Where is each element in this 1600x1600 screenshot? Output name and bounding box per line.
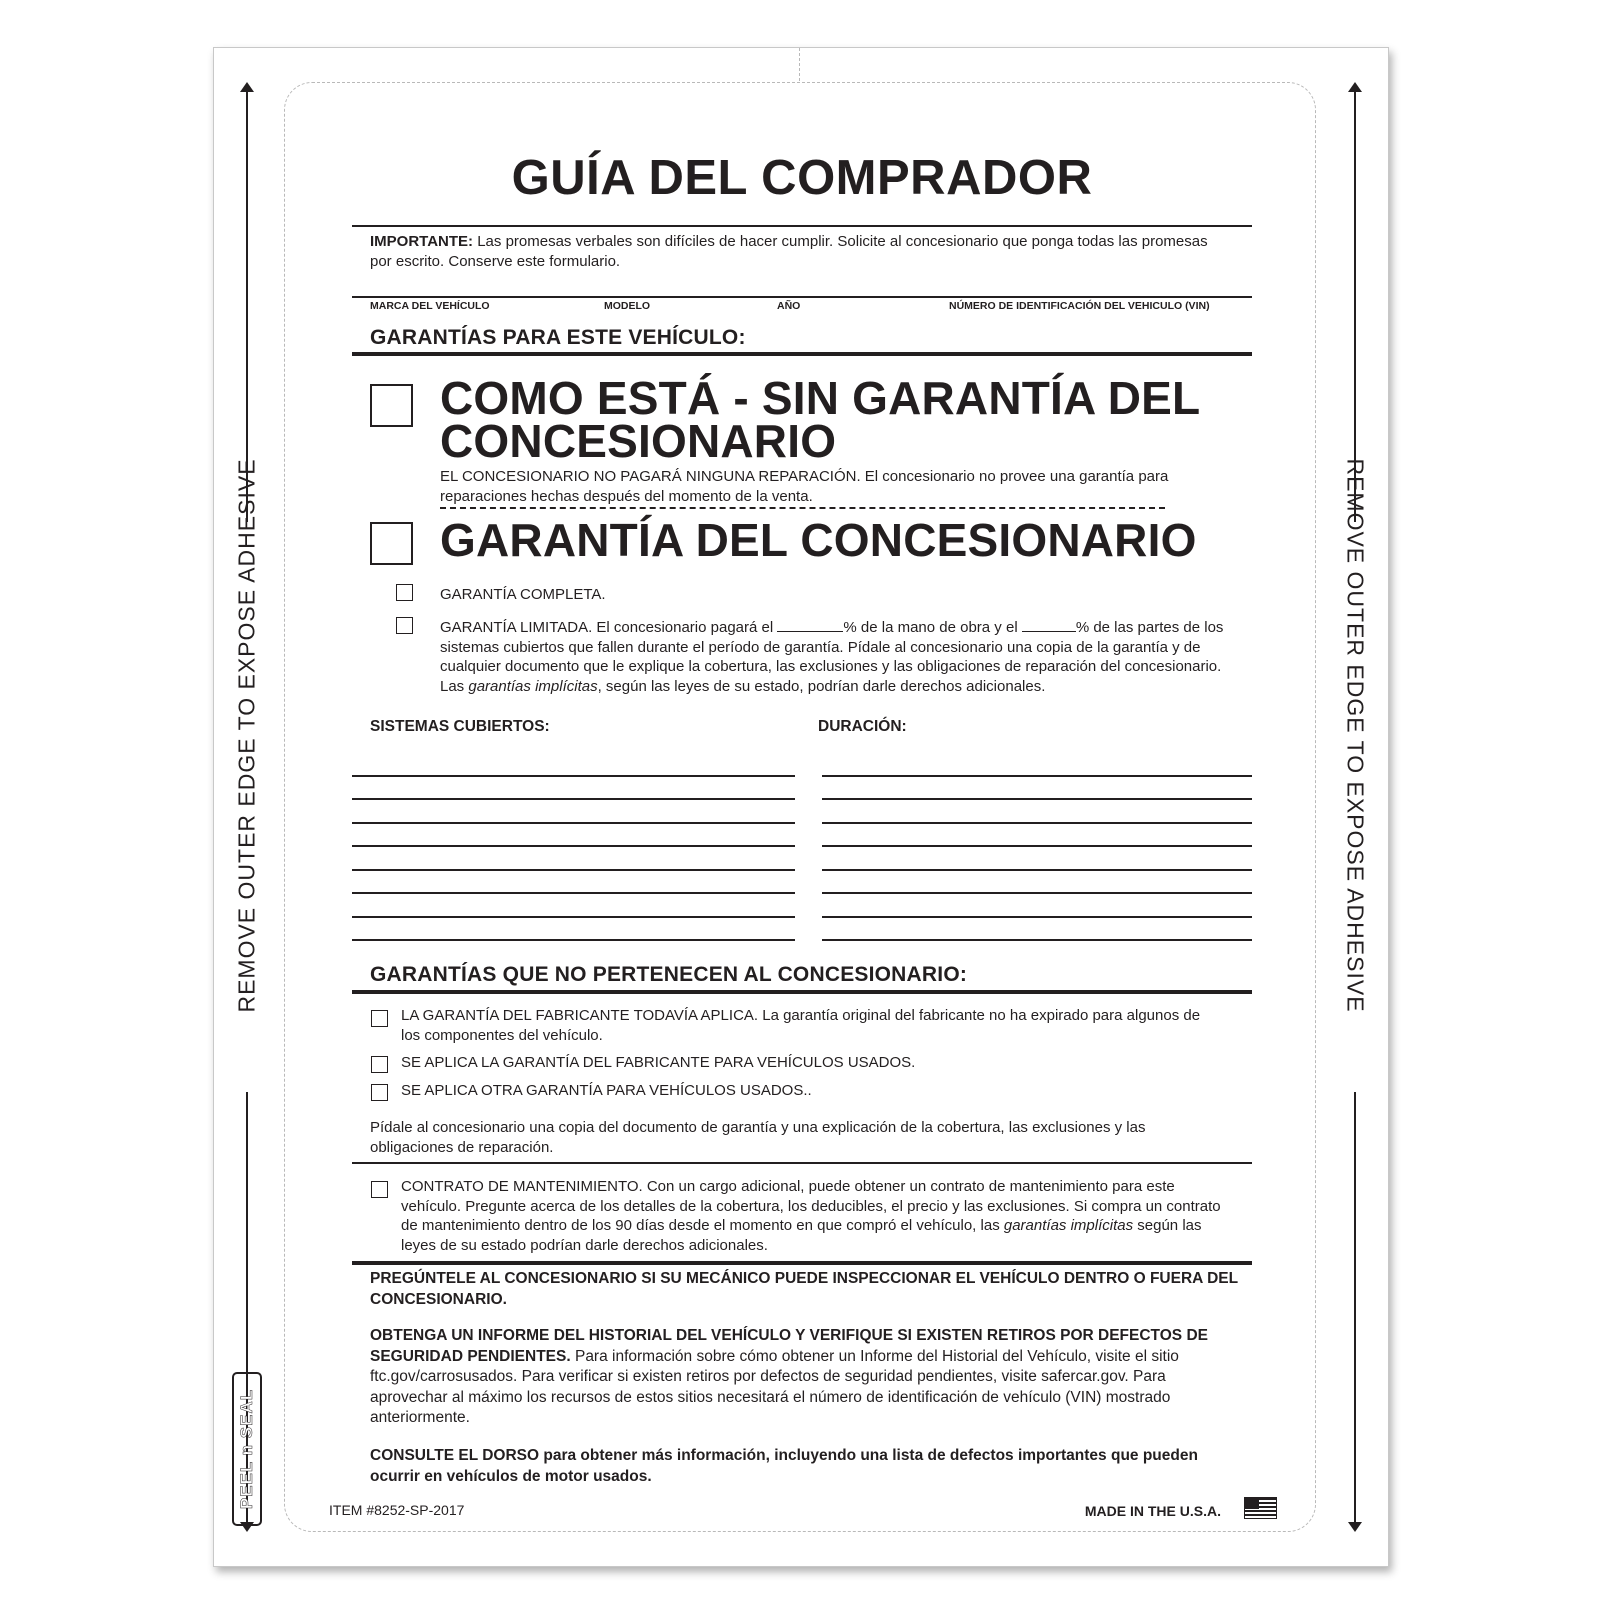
dealer-warranty-heading: GARANTÍA DEL CONCESIONARIO bbox=[440, 514, 1197, 566]
consult-back-text: CONSULTE EL DORSO para obtener más información, incluyendo una lista de defectos importantes que pueden ocurrir en vehículos de motor usados. bbox=[370, 1447, 1198, 1485]
entry-line[interactable] bbox=[822, 916, 1252, 918]
entry-line[interactable] bbox=[352, 916, 795, 918]
manufacturer-used-warranty-checkbox[interactable] bbox=[371, 1056, 388, 1073]
manufacturer-used-warranty-text: SE APLICA LA GARANTÍA DEL FABRICANTE PARA VEHÍCULOS USADOS. bbox=[401, 1054, 916, 1071]
make-label: MARCA DEL VEHÍCULO bbox=[370, 300, 490, 312]
divider bbox=[352, 1162, 1252, 1164]
peel-n-seal-logo: PEEL n SEAL bbox=[232, 1372, 262, 1526]
entry-line[interactable] bbox=[822, 798, 1252, 800]
labor-percent-field[interactable] bbox=[777, 620, 843, 632]
left-edge-instructions bbox=[232, 82, 262, 1532]
year-label: AÑO bbox=[777, 300, 801, 312]
page-title: GUÍA DEL COMPRADOR bbox=[511, 151, 1093, 205]
warranties-heading: GARANTÍAS PARA ESTE VEHÍCULO: bbox=[370, 326, 746, 349]
side-instruction-left: REMOVE OUTER EDGE TO EXPOSE ADHESIVE bbox=[233, 458, 260, 1013]
full-warranty-label: GARANTÍA COMPLETA. bbox=[440, 586, 606, 603]
entry-line[interactable] bbox=[352, 869, 795, 871]
entry-line[interactable] bbox=[352, 939, 795, 941]
as-is-heading-line1: COMO ESTÁ - SIN GARANTÍA DEL bbox=[440, 372, 1201, 424]
made-in-usa: MADE IN THE U.S.A. bbox=[1084, 1503, 1221, 1519]
dealer-warranty-checkbox[interactable] bbox=[370, 522, 413, 565]
vehicle-info-line bbox=[352, 296, 1252, 298]
parts-percent-field[interactable] bbox=[1022, 620, 1076, 632]
entry-line[interactable] bbox=[822, 775, 1252, 777]
entry-line[interactable] bbox=[822, 939, 1252, 941]
dashed-separator bbox=[440, 507, 1165, 509]
guide-line bbox=[1354, 90, 1356, 522]
divider bbox=[352, 225, 1252, 227]
vehicle-info-labels bbox=[352, 300, 1252, 314]
service-contract-checkbox[interactable] bbox=[371, 1181, 388, 1198]
model-label: MODELO bbox=[604, 300, 651, 312]
vehicle-history-text: OBTENGA UN INFORME DEL HISTORIAL DEL VEHÍCULO Y VERIFIQUE SI EXISTEN RETIROS POR DEFECTOS DE SEGURIDAD PENDIENTES. Para información sobre cómo obtener un Informe del Historial del Vehículo, visite el sitio ftc.gov/carrosusados. Para verificar si existen retiros por defectos de seguridad pendientes, visite safercar.gov. Para aprovechar al máximo los recursos de estos sitios necesitará el número de identificación de vehículo (VIN) mostrado anteriormente. bbox=[370, 1327, 1208, 1426]
as-is-checkbox[interactable] bbox=[370, 384, 413, 427]
ask-copy-text: Pídale al concesionario una copia del documento de garantía y una explicación de la cobertura, las exclusiones y las obligaciones de reparación. bbox=[370, 1119, 1146, 1156]
entry-line[interactable] bbox=[352, 822, 795, 824]
guide-line bbox=[1354, 1092, 1356, 1524]
entry-line[interactable] bbox=[352, 845, 795, 847]
entry-line[interactable] bbox=[352, 775, 795, 777]
guide-line bbox=[246, 90, 248, 522]
top-perforation-notch bbox=[799, 48, 800, 81]
as-is-heading-line2: CONCESIONARIO bbox=[440, 415, 837, 467]
other-used-warranty-checkbox[interactable] bbox=[371, 1084, 388, 1101]
entry-line[interactable] bbox=[822, 869, 1252, 871]
duration-label: DURACIÓN: bbox=[818, 718, 907, 735]
divider bbox=[352, 1261, 1252, 1265]
item-number: ITEM #8252-SP-2017 bbox=[329, 1502, 465, 1518]
vin-label: NÚMERO DE IDENTIFICACIÓN DEL VEHICULO (VIN) bbox=[949, 300, 1210, 312]
divider bbox=[352, 352, 1252, 356]
arrow-down-icon bbox=[1348, 1522, 1362, 1532]
manufacturer-warranty-checkbox[interactable] bbox=[371, 1010, 388, 1027]
other-used-warranty-text: SE APLICA OTRA GARANTÍA PARA VEHÍCULOS USADOS.. bbox=[401, 1082, 812, 1099]
limited-warranty-checkbox[interactable] bbox=[396, 617, 413, 634]
divider bbox=[352, 990, 1252, 994]
entry-line[interactable] bbox=[352, 892, 795, 894]
right-edge-instructions bbox=[1340, 82, 1370, 1532]
non-dealer-heading: GARANTÍAS QUE NO PERTENECEN AL CONCESIONARIO: bbox=[370, 963, 968, 986]
manufacturer-warranty-text: LA GARANTÍA DEL FABRICANTE TODAVÍA APLICA. La garantía original del fabricante no ha expirado para algunos de los componentes del vehículo. bbox=[401, 1007, 1201, 1044]
service-contract-text: CONTRATO DE MANTENIMIENTO. Con un cargo adicional, puede obtener un contrato de mantenimiento para este vehículo. Pregunte acerca de los detalles de la cobertura, los deducibles, el precio y las exclusiones. Si compra un contrato de mantenimiento dentro de los 90 días desde el momento en que compró el vehículo, las garantías implícitas según las leyes de su estado podrían darle derechos adicionales. bbox=[401, 1178, 1221, 1254]
entry-line[interactable] bbox=[352, 798, 795, 800]
important-notice: IMPORTANTE: Las promesas verbales son difíciles de hacer cumplir. Solicite al concesionario que ponga todas las promesas por escrito. Conserve este formulario. bbox=[370, 233, 1208, 270]
systems-covered-label: SISTEMAS CUBIERTOS: bbox=[370, 718, 550, 735]
full-warranty-checkbox[interactable] bbox=[396, 584, 413, 601]
entry-line[interactable] bbox=[822, 892, 1252, 894]
entry-line[interactable] bbox=[822, 845, 1252, 847]
limited-warranty-text: GARANTÍA LIMITADA. El concesionario pagará el % de la mano de obra y el % de las partes de los sistemas cubiertos que fallen durante el período de garantía. Pídale al concesionario una copia de la garantía y de cualquier documento que le explique la cobertura, las exclusiones y las obligaciones de reparación del concesionario. Las garantías implícitas, según las leyes de su estado, podrían darle derechos adicionales. bbox=[440, 619, 1224, 695]
ask-mechanic-text: PREGÚNTELE AL CONCESIONARIO SI SU MECÁNICO PUEDE INSPECCIONAR EL VEHÍCULO DENTRO O FUERA DEL CONCESIONARIO. bbox=[370, 1270, 1238, 1308]
side-instruction-right: REMOVE OUTER EDGE TO EXPOSE ADHESIVE bbox=[1342, 458, 1369, 1013]
as-is-text: EL CONCESIONARIO NO PAGARÁ NINGUNA REPARACIÓN. El concesionario no provee una garantía para reparaciones hechas después del momento de la venta. bbox=[440, 468, 1169, 505]
us-flag-icon bbox=[1244, 1497, 1277, 1519]
entry-line[interactable] bbox=[822, 822, 1252, 824]
